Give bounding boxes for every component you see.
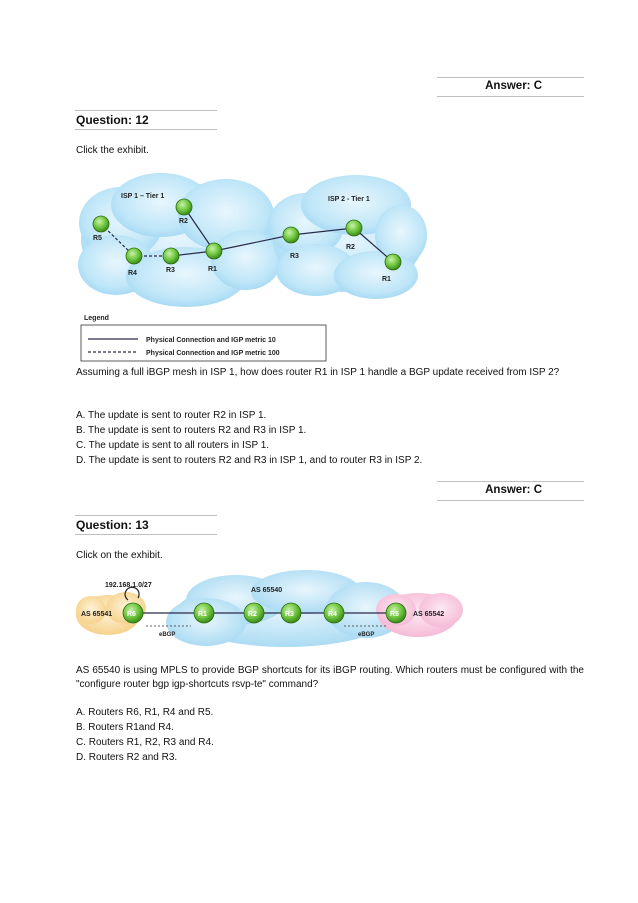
prefix-label: 192.168.1.0/27 [105, 582, 152, 589]
answer-box [437, 481, 584, 501]
label-isp2-r3: R3 [290, 253, 299, 260]
router-r4-label: R4 [328, 611, 337, 618]
option-b: B. Routers R1and R4. [76, 722, 174, 733]
ebgp-right-label: eBGP [358, 632, 375, 638]
question-heading: Question: 12 [76, 113, 149, 127]
router-r3 [281, 603, 301, 623]
answer-label: Answer: C [485, 484, 542, 496]
router-r1-label: R1 [198, 611, 207, 618]
legend-item-2: Physical Connection and IGP metric 100 [146, 350, 280, 357]
question-intro: Click the exhibit. [76, 145, 149, 156]
question-heading: Question: 13 [76, 518, 149, 532]
isp1-cloud [78, 173, 281, 307]
router-r6 [123, 603, 143, 623]
router-isp2-r2 [346, 220, 362, 236]
label-r5: R5 [93, 235, 102, 242]
router-r1 [194, 603, 214, 623]
option-a: A. Routers R6, R1, R4 and R5. [76, 707, 214, 718]
router-r3-label: R3 [285, 611, 294, 618]
option-c: C. The update is sent to all routers in ISP 1. [76, 440, 270, 451]
router-r6-label: R6 [127, 611, 136, 618]
router-r2 [176, 199, 192, 215]
option-b: B. The update is sent to routers R2 and R3 in ISP 1. [76, 425, 307, 436]
router-r2-label: R2 [248, 611, 257, 618]
as-left-label: AS 65541 [81, 611, 113, 618]
answer-box [437, 77, 584, 97]
router-r5 [93, 216, 109, 232]
router-r4 [126, 248, 142, 264]
question-text: Assuming a full iBGP mesh in ISP 1, how does router R1 in ISP 1 handle a BGP update received from ISP 2? [76, 367, 560, 378]
network-diagram-isp [76, 165, 431, 365]
label-isp2-r1: R1 [382, 276, 391, 283]
router-isp2-r1 [385, 254, 401, 270]
router-r5 [386, 603, 406, 623]
question-text: AS 65540 is using MPLS to provide BGP shortcuts for its iBGP routing. Which routers must be configured with the "configure router bgp igp-shortcuts rsvp-te" command? [76, 665, 584, 690]
router-isp2-r3 [283, 227, 299, 243]
option-d: D. Routers R2 and R3. [76, 752, 178, 763]
question-intro: Click on the exhibit. [76, 550, 163, 561]
option-a: A. The update is sent to router R2 in ISP 1. [76, 410, 267, 421]
label-r1: R1 [208, 266, 217, 273]
label-r2: R2 [179, 218, 188, 225]
network-diagram-as [76, 570, 466, 660]
label-isp2-r2: R2 [346, 244, 355, 251]
legend-item-1: Physical Connection and IGP metric 10 [146, 337, 276, 344]
question-heading-box [75, 110, 217, 130]
router-r1 [206, 243, 222, 259]
legend-title: Legend [84, 315, 109, 322]
isp1-label: ISP 1 – Tier 1 [121, 193, 165, 200]
router-r2 [244, 603, 264, 623]
answer-label: Answer: C [485, 80, 542, 92]
option-c: C. Routers R1, R2, R3 and R4. [76, 737, 214, 748]
label-r3: R3 [166, 267, 175, 274]
label-r4: R4 [128, 270, 137, 277]
as-right-label: AS 65542 [413, 611, 445, 618]
router-r4 [324, 603, 344, 623]
isp2-label: ISP 2 - Tier 1 [328, 196, 370, 203]
question-heading-box [75, 515, 217, 535]
option-d: D. The update is sent to routers R2 and R3 in ISP 1, and to router R3 in ISP 2. [76, 455, 423, 466]
ebgp-left-label: eBGP [159, 632, 176, 638]
router-r5-label: R5 [390, 611, 399, 618]
as-mid-label: AS 65540 [251, 587, 283, 594]
router-r3 [163, 248, 179, 264]
